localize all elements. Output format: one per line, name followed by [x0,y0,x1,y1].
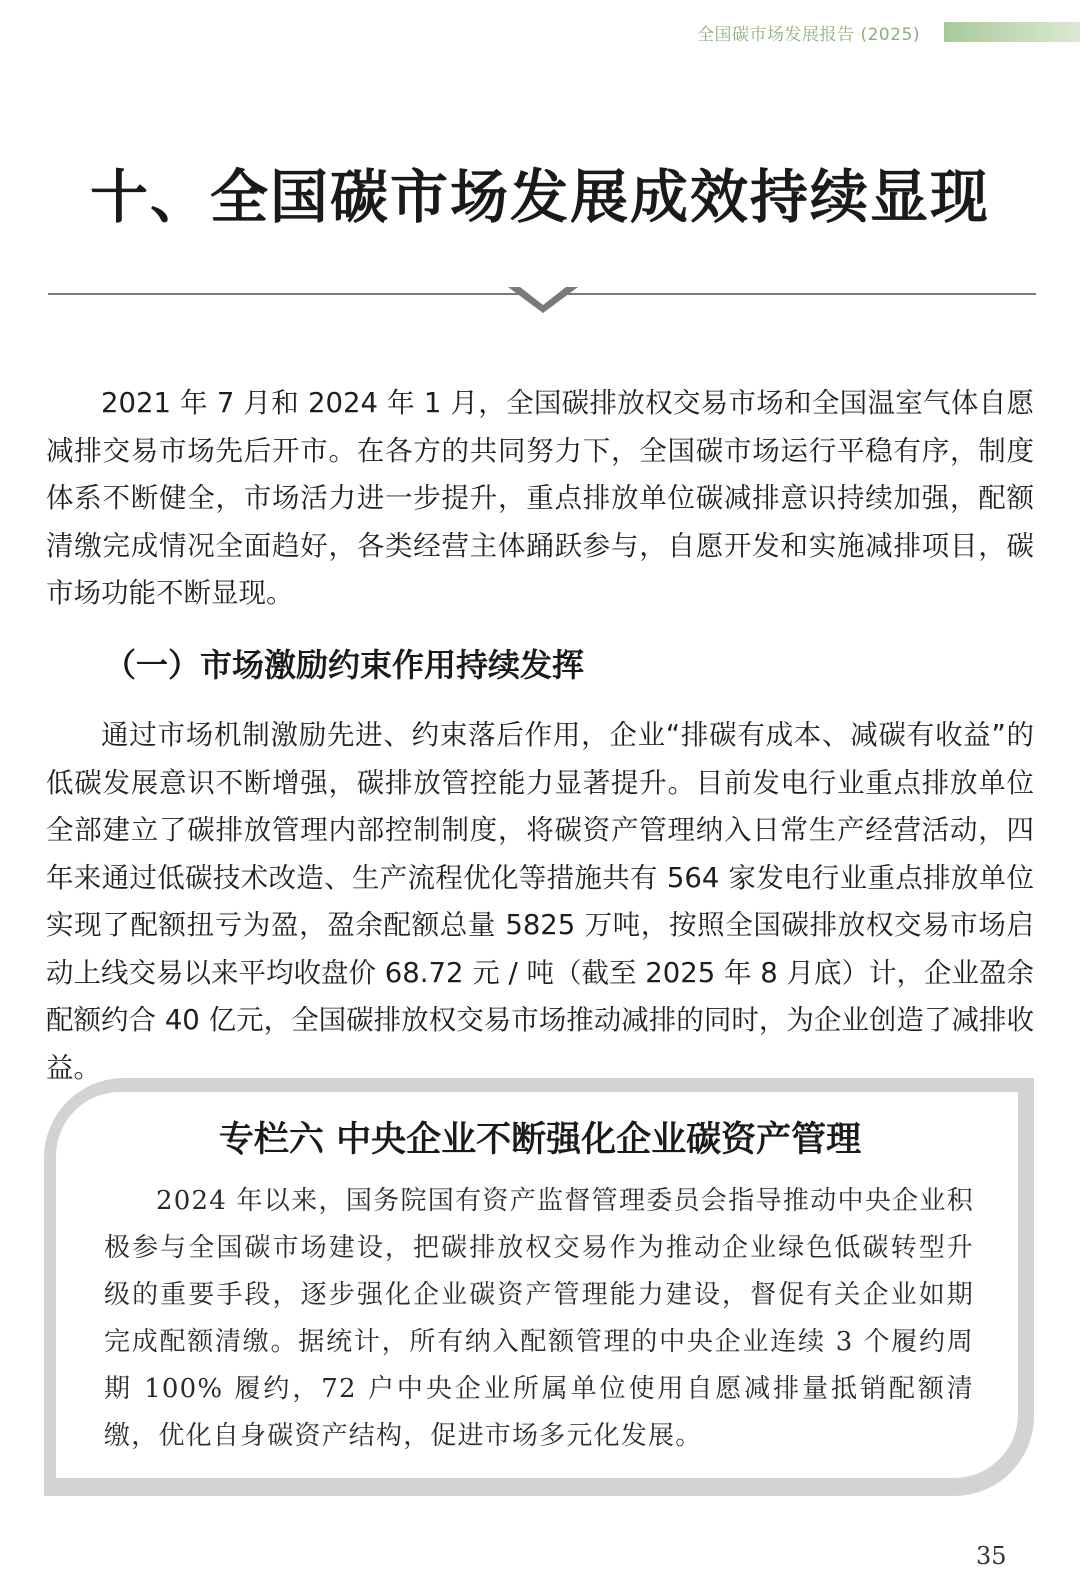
divider-arrow-icon [508,287,578,317]
column-box-paragraph: 2024 年以来，国务院国有资产监督管理委员会指导推动中央企业积极参与全国碳市场建设，把碳排放权交易作为推动企业绿色低碳转型升级的重要手段，逐步强化企业碳资产管理能力建设，督促有关企业如期完成配额清缴。据统计，所有纳入配额管理的中央企业连续 3 个履约周期 100% 履约，72 户中央企业所属单位使用自愿减排量抵销配额清缴，优化自身碳资产结构，促进市场多元化发展。 [104,1186,974,1451]
header-accent-bar [944,22,1080,42]
section-heading: （一）市场激励约束作用持续发挥 [104,646,585,684]
section-paragraph: 通过市场机制激励先进、约束落后作用，企业“排碳有成本、减碳有收益”的低碳发展意识不断增强，碳排放管控能力显著提升。目前发电行业重点排放单位全部建立了碳排放管理内部控制制度，将碳资产管理纳入日常生产经营活动，四年来通过低碳技术改造、生产流程优化等措施共有 564 家发电行业重点排放单位实现了配额扭亏为盈，盈余配额总量 5825 万吨，按照全国碳排放权交易市场启动上线交易以来平均收盘价 68.72 元 / 吨（截至 2025 年 8 月底）计，企业盈余配额约合 40 亿元，全国碳排放权交易市场推动减排的同时，为企业创造了减排收益。 [46,719,1034,1084]
running-header-title: 全国碳市场发展报告 (2025) [697,25,920,45]
chapter-title: 十、全国碳市场发展成效持续显现 [89,163,990,231]
column-box-title: 专栏六 中央企业不断强化企业碳资产管理 [218,1119,862,1160]
page-number: 35 [976,1542,1007,1570]
intro-paragraph: 2021 年 7 月和 2024 年 1 月，全国碳排放权交易市场和全国温室气体自愿减排交易市场先后开市。在各方的共同努力下，全国碳市场运行平稳有序，制度体系不断健全，市场活力进一步提升，重点排放单位碳减排意识持续加强，配额清缴完成情况全面趋好，各类经营主体踊跃参与，自愿开发和实施减排项目，碳市场功能不断显现。 [46,387,1034,609]
